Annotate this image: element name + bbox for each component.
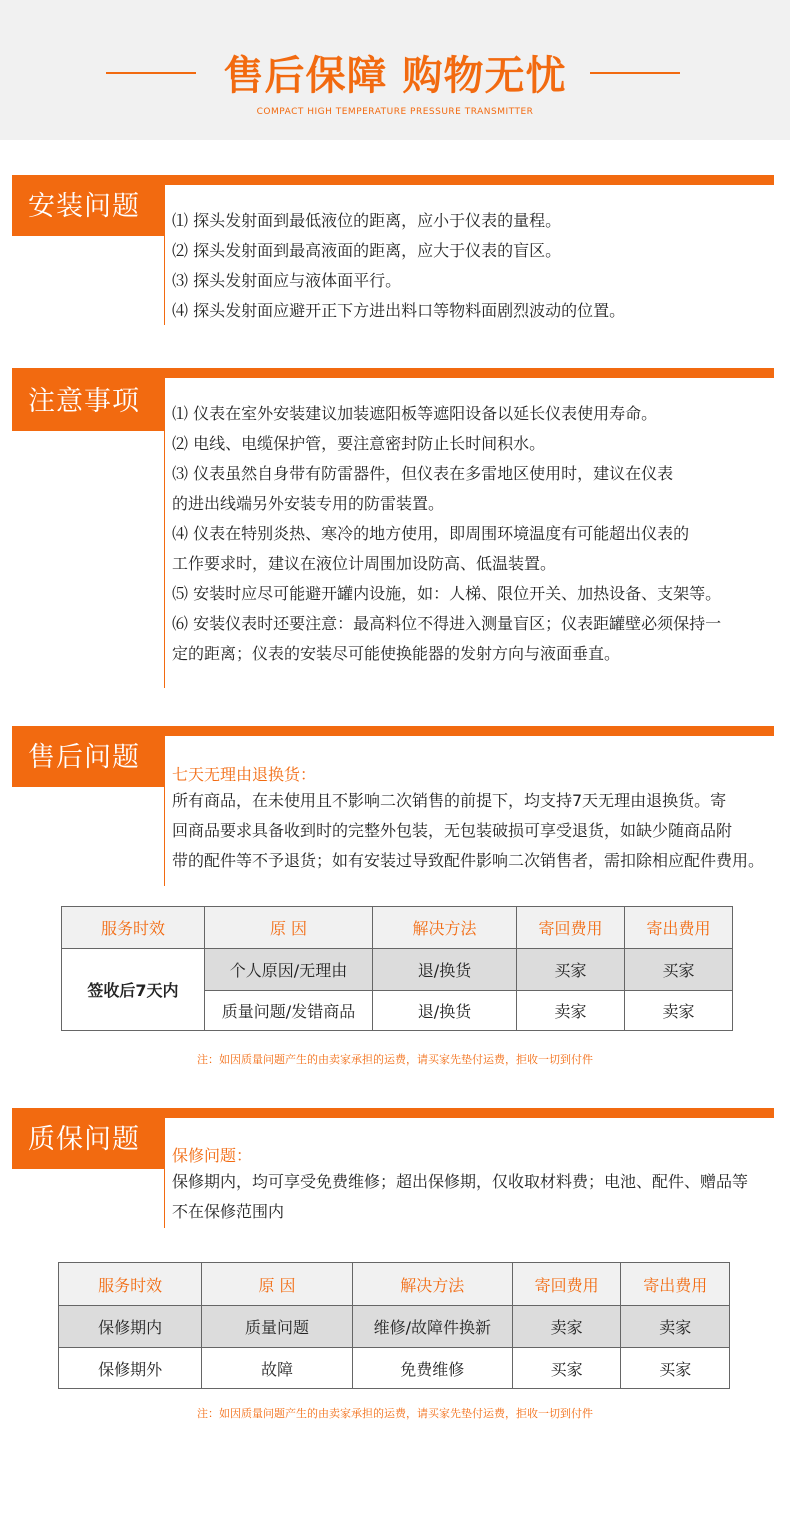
aftersale-table — [61, 906, 733, 1031]
aftersale-lead: 七天无理由退换货： — [172, 765, 317, 784]
warranty-text — [172, 1167, 782, 1227]
table-header-cell: 寄出费用 — [621, 1263, 730, 1306]
table-header-cell: 寄回费用 — [512, 1263, 621, 1306]
text-line: 带的配件等不予退货；如有安装过导致配件影响二次销售者，需扣除相应配件费用。 — [172, 851, 765, 870]
table-row — [59, 1306, 730, 1348]
table-header-cell: 服务时效 — [62, 907, 205, 949]
list-item: ⑵ 电线、电缆保护管，要注意密封防止长时间积水。 — [172, 434, 546, 453]
table-cell: 买家 — [512, 1348, 621, 1389]
aftersale-section-divider — [164, 736, 165, 886]
list-item: ⑹ 安装仪表时还要注意：最高料位不得进入测量盲区；仪表距罐壁必须保持一 — [172, 614, 722, 633]
table-cell: 买家 — [625, 949, 733, 991]
table-cell: 保修期内 — [59, 1306, 202, 1348]
text-line: 不在保修范围内 — [172, 1202, 285, 1221]
warranty-section-title: 质保问题 — [12, 1111, 164, 1169]
text-line: 保修期内，均可享受免费维修；超出保修期，仅收取材料费；电池、配件、赠品等 — [172, 1172, 749, 1191]
table-cell-period: 签收后7天内 — [62, 949, 205, 1031]
notice-section-title: 注意事项 — [12, 373, 164, 431]
install-list — [172, 206, 782, 326]
warranty-lead: 保修问题： — [172, 1146, 253, 1165]
banner-subtitle: COMPACT HIGH TEMPERATURE PRESSURE TRANSMITTER — [256, 107, 534, 117]
warranty-note: 注：如因质量问题产生的由卖家承担的运费，请买家先垫付运费，拒收一切到付件 — [197, 1407, 593, 1420]
table-header-cell: 解决方法 — [352, 1263, 512, 1306]
warranty-table — [58, 1262, 730, 1389]
table-header-cell: 解决方法 — [373, 907, 517, 949]
install-section-title: 安装问题 — [12, 178, 164, 236]
text-line: 回商品要求具备收到时的完整外包装，无包装破损可享受退货，如缺少随商品附 — [172, 821, 733, 840]
table-header-row — [59, 1263, 730, 1306]
table-cell: 质量问题/发错商品 — [205, 991, 373, 1031]
list-item: ⑵ 探头发射面到最高液面的距离，应大于仪表的盲区。 — [172, 241, 562, 260]
table-cell: 卖家 — [512, 1306, 621, 1348]
table-cell: 卖家 — [517, 991, 625, 1031]
table-cell: 卖家 — [625, 991, 733, 1031]
table-row — [62, 949, 733, 991]
warranty-section-divider — [164, 1118, 165, 1228]
table-cell: 买家 — [621, 1348, 730, 1389]
list-item: ⑶ 探头发射面应与液体面平行。 — [172, 271, 402, 290]
table-cell: 保修期外 — [59, 1348, 202, 1389]
notice-list — [172, 399, 782, 669]
list-item: 的进出线端另外安装专用的防雷装置。 — [172, 494, 445, 513]
table-cell: 买家 — [517, 949, 625, 991]
table-cell: 个人原因/无理由 — [205, 949, 373, 991]
banner-title: 售后保障 购物无忧 — [223, 53, 567, 99]
table-header-cell: 原 因 — [202, 1263, 352, 1306]
aftersale-text — [172, 786, 782, 876]
aftersale-section-title: 售后问题 — [12, 729, 164, 787]
table-cell: 退/换货 — [373, 949, 517, 991]
list-item: ⑷ 仪表在特别炎热、寒冷的地方使用，即周围环境温度有可能超出仪表的 — [172, 524, 690, 543]
list-item: ⑶ 仪表虽然自身带有防雷器件，但仪表在多雷地区使用时，建议在仪表 — [172, 464, 674, 483]
list-item: ⑴ 探头发射面到最低液位的距离，应小于仪表的量程。 — [172, 211, 562, 230]
table-cell: 退/换货 — [373, 991, 517, 1031]
table-header-cell: 服务时效 — [59, 1263, 202, 1306]
table-cell: 维修/故障件换新 — [352, 1306, 512, 1348]
table-header-cell: 原 因 — [205, 907, 373, 949]
install-section-divider — [164, 185, 165, 325]
table-cell: 故障 — [202, 1348, 352, 1389]
table-cell: 卖家 — [621, 1306, 730, 1348]
list-item: ⑸ 安装时应尽可能避开罐内设施，如：人梯、限位开关、加热设备、支架等。 — [172, 584, 722, 603]
header-banner — [0, 0, 790, 140]
text-line: 所有商品，在未使用且不影响二次销售的前提下，均支持7天无理由退换货。寄 — [172, 791, 727, 810]
aftersale-note: 注：如因质量问题产生的由卖家承担的运费，请买家先垫付运费，拒收一切到付件 — [197, 1053, 593, 1066]
table-cell: 免费维修 — [352, 1348, 512, 1389]
list-item: ⑴ 仪表在室外安装建议加装遮阳板等遮阳设备以延长仪表使用寿命。 — [172, 404, 658, 423]
list-item: ⑷ 探头发射面应避开正下方进出料口等物料面剧烈波动的位置。 — [172, 301, 626, 320]
table-header-cell: 寄回费用 — [517, 907, 625, 949]
list-item: 工作要求时，建议在液位计周围加设防高、低温装置。 — [172, 554, 557, 573]
table-header-cell: 寄出费用 — [625, 907, 733, 949]
table-row — [59, 1348, 730, 1389]
list-item: 定的距离；仪表的安装尽可能使换能器的发射方向与液面垂直。 — [172, 644, 621, 663]
table-header-row — [62, 907, 733, 949]
table-cell: 质量问题 — [202, 1306, 352, 1348]
notice-section-divider — [164, 378, 165, 688]
